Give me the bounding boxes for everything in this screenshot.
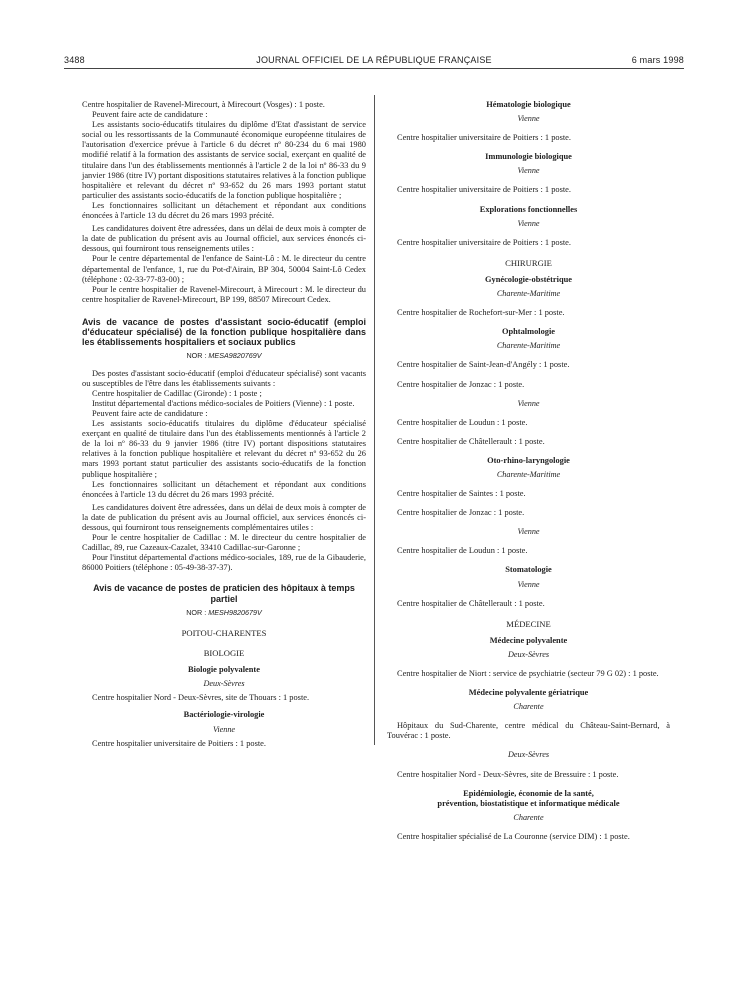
post-entry: Centre hospitalier universitaire de Poitiers : 1 poste. [397,185,571,195]
post-entry: Centre hospitalier de Jonzac : 1 poste. [397,379,525,389]
nor-label: NOR : [186,607,207,617]
department-heading: Charente-Maritime [496,341,561,351]
notice-paragraph: Les assistants socio-éducatifs titulaires du diplôme d'éducateur spécialisé exerçant en qualité de titulaire dans l'un des établissements mentionnés à l'article 2 de la loi nº 86-33 du 9 janvier 1986 (titre IV) portant dispositions statutaires relatives à la fonction publique hospitalière et relevant du décret nº 93-652 du 26 mars 1993 portant statut particulier des assistants socio-éducatifs de la fonction publique hospitalière ; [82,419,366,479]
page-header [64,55,684,69]
notice-title: Avis de vacance de postes de praticien des hôpitaux à temps partiel [93,583,355,604]
specialty-heading-line: Epidémiologie, économie de la santé, [463,788,594,798]
nor-code: MESH9820679V [208,607,262,617]
specialty-heading: Médecine polyvalente gériatrique [468,688,589,698]
nor-reference [82,608,366,618]
intro-paragraph: Peuvent faire acte de candidature : [92,110,208,120]
section-heading: BIOLOGIE [203,648,245,659]
post-entry: Hôpitaux du Sud-Charente, centre médical du Château-Saint-Bernard, à Touvérac : 1 poste. [387,721,670,741]
issue-date: 6 mars 1998 [631,55,684,65]
notice-paragraph: Institut départemental d'actions médico-sociales de Poitiers (Vienne) : 1 poste. [92,398,355,408]
specialty-heading [387,789,670,809]
department-heading: Vienne [517,166,540,176]
department-heading: Deux-Sèvres [507,649,550,659]
department-heading: Deux-Sèvres [203,679,245,689]
page-number: 3488 [64,55,85,65]
specialty-heading: Hématologie biologique [486,100,571,109]
specialty-heading: Stomatologie [505,565,552,575]
notice-paragraph: Pour le centre hospitalier de Cadillac : M. le directeur du centre hospitalier de Cadillac, 89, rue Cazeaux-Cazalet, 33410 Cadillac-sur-Garonne ; [82,533,366,553]
notice-paragraph: Pour l'institut départemental d'actions médico-sociales, 189, rue de la Gibauderie, 86000 Poitiers (téléphone : 05-49-38-37-37). [82,553,366,573]
department-heading: Charente [513,812,544,822]
specialty-heading: Ophtalmologie [501,327,556,337]
department-heading: Charente-Maritime [496,469,561,479]
notice-paragraph: Des postes d'assistant socio-éducatif (emploi d'éducateur spécialisé) sont vacants ou susceptibles de l'être dans les établissements suivants : [82,368,366,388]
notice-paragraph: Centre hospitalier de Cadillac (Gironde) : 1 poste ; [92,388,262,398]
post-entry: Centre hospitalier de Loudun : 1 poste. [397,546,528,556]
journal-title: JOURNAL OFFICIEL DE LA RÉPUBLIQUE FRANÇAISE [256,55,492,65]
specialty-heading: Médecine polyvalente [489,635,568,645]
nor-code: MESA9820769V [208,351,262,361]
column-divider [374,95,375,745]
nor-label: NOR : [186,351,207,361]
specialty-heading: Oto-rhino-laryngologie [487,455,570,465]
specialty-heading: Gynécologie-obstétrique [485,274,572,284]
department-heading: Deux-Sèvres [507,750,550,760]
post-entry: Centre hospitalier universitaire de Poitiers : 1 poste. [397,237,571,247]
post-entry: Centre hospitalier de Niort : service de psychiatrie (secteur 79 G 02) : 1 poste. [397,669,659,678]
department-heading: Vienne [517,218,540,228]
section-heading: CHIRURGIE [505,257,552,268]
header-rule [64,68,684,69]
intro-paragraph: Centre hospitalier de Ravenel-Mirecourt, à Mirecourt (Vosges) : 1 poste. [82,100,325,109]
post-entry: Centre hospitalier de Châtellerault : 1 poste. [397,436,545,446]
department-heading: Charente [513,702,544,712]
post-entry: Centre hospitalier Nord - Deux-Sèvres, site de Thouars : 1 poste. [92,693,310,703]
department-heading: Vienne [212,724,236,734]
post-entry: Centre hospitalier de Loudun : 1 poste. [397,417,528,427]
region-heading: POITOU-CHARENTES [181,627,267,638]
post-entry: Centre hospitalier de Saint-Jean-d'Angély : 1 poste. [397,360,570,370]
department-heading: Vienne [517,114,540,124]
department-heading: Charente-Maritime [496,289,561,299]
nor-reference [82,351,366,361]
post-entry: Centre hospitalier de Saintes : 1 poste. [397,489,526,499]
notice-paragraph: Les candidatures doivent être adressées, dans un délai de deux mois à compter de la date de publication du présent avis au Journal officiel, aux services énoncés ci-dessous, qui fourniront tous renseignements complémentaires utiles : [82,502,366,532]
intro-paragraph: Pour le centre départemental de l'enfance de Saint-Lô : M. le directeur du centre départemental de l'enfance, 1, rue du Pot-d'Airain, BP 304, 50004 Saint-Lô Cedex (téléphone : 02-33-77-83-00) ; [82,254,366,284]
post-entry: Centre hospitalier Nord - Deux-Sèvres, site de Bressuire : 1 poste. [397,769,619,779]
specialty-heading-line: prévention, biostatistique et informatique médicale [437,798,620,808]
notice-title: Avis de vacance de postes d'assistant socio-éducatif (emploi d'éducateur spécialisé) de la fonction publique hospitalière dans les établissements hospitaliers et sociaux publics [82,316,366,348]
intro-paragraph: Les candidatures doivent être adressées, dans un délai de deux mois à compter de la date de publication du présent avis au Journal officiel, aux services énoncés ci-dessous, qui fourniront tous renseignements utiles : [82,224,366,254]
intro-paragraph: Pour le centre hospitalier de Ravenel-Mirecourt, à Mirecourt : M. le directeur du centre hospitalier de Ravenel-Mirecourt, BP 199, 88507 Mirecourt Cedex. [82,284,366,304]
post-entry: Centre hospitalier universitaire de Poitiers : 1 poste. [92,738,266,748]
post-entry: Centre hospitalier de Jonzac : 1 poste. [397,508,525,518]
post-entry: Centre hospitalier de Rochefort-sur-Mer : 1 poste. [397,308,565,318]
left-column [82,100,366,749]
right-column [387,100,670,851]
post-entry: Centre hospitalier spécialisé de La Couronne (service DIM) : 1 poste. [397,831,630,841]
department-heading: Vienne [517,527,540,537]
specialty-heading: Immunologie biologique [485,152,572,162]
notice-paragraph: Les fonctionnaires sollicitant un détachement et répondant aux conditions énoncées à l'article 13 du décret du 26 mars 1993 précité. [82,479,366,499]
intro-paragraph: Les fonctionnaires sollicitant un détachement et répondant aux conditions énoncées à l'article 13 du décret du 26 mars 1993 précité. [82,200,366,221]
post-entry: Centre hospitalier universitaire de Poitiers : 1 poste. [397,133,571,143]
post-entry: Centre hospitalier de Châtellerault : 1 poste. [397,598,545,608]
section-heading: MÉDECINE [506,618,551,629]
specialty-heading: Bactériologie-virologie [183,710,265,720]
department-heading: Vienne [517,579,540,589]
department-heading: Vienne [517,398,540,408]
intro-paragraph: Les assistants socio-éducatifs titulaires du diplôme d'Etat d'assistant de service social ou les ressortissants de la Communauté économique européenne titulaires de l'autorisation d'exercice prévue à l'article 6 du décret nº 80-234 du 6 mai 1980 modifié relatif à la formation des assistants de service social, exerçant en qualité de titulaire dans l'un des établissements mentionnés à l'article 2 de la loi nº 86-33 du 9 janvier 1986 (titre IV) portant dispositions statutaires relatives à la fonction publique hospitalière et relevant du décret nº 93-652 du 26 mars 1993 portant statut particulier des assistants socio-éducatifs de la fonction publique hospitalière ; [82,120,366,200]
notice-paragraph: Peuvent faire acte de candidature : [92,408,208,418]
specialty-heading: Explorations fonctionnelles [479,204,578,214]
specialty-heading: Biologie polyvalente [188,665,260,675]
